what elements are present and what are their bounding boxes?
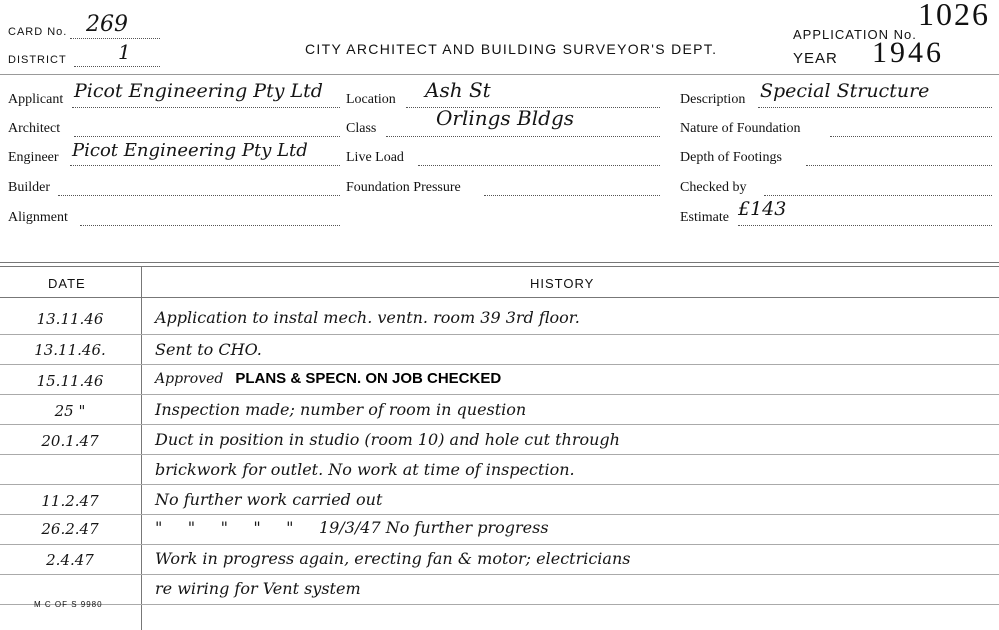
row-date: 13.11.46. bbox=[34, 341, 106, 359]
date-column-header: DATE bbox=[48, 276, 86, 291]
engineer-value: Picot Engineering Pty Ltd bbox=[72, 140, 308, 161]
year-label: YEAR bbox=[793, 50, 838, 67]
row-date: 11.2.47 bbox=[41, 492, 99, 510]
applicant-label: Applicant bbox=[8, 92, 64, 107]
row-history: brickwork for outlet. No work at time of inspection. bbox=[155, 460, 575, 479]
row-history: Approved bbox=[155, 371, 224, 387]
engineer-label: Engineer bbox=[8, 150, 59, 165]
checked-by-label: Checked by bbox=[680, 180, 747, 195]
location-label: Location bbox=[346, 92, 396, 107]
description-value: Special Structure bbox=[760, 80, 930, 102]
nature-of-foundation-label: Nature of Foundation bbox=[680, 121, 801, 136]
depth-of-footings-label: Depth of Footings bbox=[680, 150, 782, 165]
row-date: 15.11.46 bbox=[36, 372, 104, 390]
class-value: Orlings Bldgs bbox=[436, 106, 575, 130]
class-label: Class bbox=[346, 121, 377, 136]
row-date: 26.2.47 bbox=[41, 520, 99, 538]
history-column-header: HISTORY bbox=[530, 276, 595, 291]
row-history: Application to instal mech. ventn. room 39 3rd floor. bbox=[155, 308, 580, 327]
alignment-label: Alignment bbox=[8, 210, 68, 225]
row-date: 2.4.47 bbox=[46, 551, 94, 569]
dept-title: CITY ARCHITECT AND BUILDING SURVEYOR'S DEPT. bbox=[305, 41, 718, 57]
card-no-value: 269 bbox=[86, 12, 128, 37]
district-label: DISTRICT bbox=[8, 54, 67, 66]
live-load-label: Live Load bbox=[346, 150, 404, 165]
estimate-label: Estimate bbox=[680, 210, 729, 225]
application-number: 1026 bbox=[918, 0, 990, 32]
district-value: 1 bbox=[118, 40, 131, 64]
estimate-value: £143 bbox=[738, 198, 787, 220]
form-code: M C OF S 9980 bbox=[34, 600, 103, 609]
location-value: Ash St bbox=[425, 78, 491, 102]
description-label: Description bbox=[680, 92, 746, 107]
foundation-pressure-label: Foundation Pressure bbox=[346, 180, 461, 195]
row-history: Work in progress again, erecting fan & motor; electricians bbox=[155, 549, 631, 568]
row-history: re wiring for Vent system bbox=[155, 579, 361, 598]
row-history: Inspection made; number of room in question bbox=[155, 400, 527, 419]
checked-stamp: PLANS & SPECN. ON JOB CHECKED bbox=[235, 370, 502, 387]
column-divider bbox=[141, 266, 142, 630]
row-date: 25 " bbox=[54, 402, 86, 420]
architect-label: Architect bbox=[8, 121, 61, 136]
row-date: 13.11.46 bbox=[36, 310, 104, 328]
row-history: Sent to CHO. bbox=[155, 340, 262, 359]
card-no-label: CARD No. bbox=[8, 26, 68, 38]
builder-label: Builder bbox=[8, 180, 50, 195]
application-label: APPLICATION No. bbox=[793, 27, 917, 42]
year-value: 1946 bbox=[872, 36, 944, 69]
row-history: Duct in position in studio (room 10) and hole cut through bbox=[155, 430, 620, 449]
row-history: No further work carried out bbox=[155, 490, 383, 509]
applicant-value: Picot Engineering Pty Ltd bbox=[74, 80, 323, 102]
row-history: " " " " " 19/3/47 No further progress bbox=[155, 518, 549, 537]
row-date: 20.1.47 bbox=[41, 432, 99, 450]
